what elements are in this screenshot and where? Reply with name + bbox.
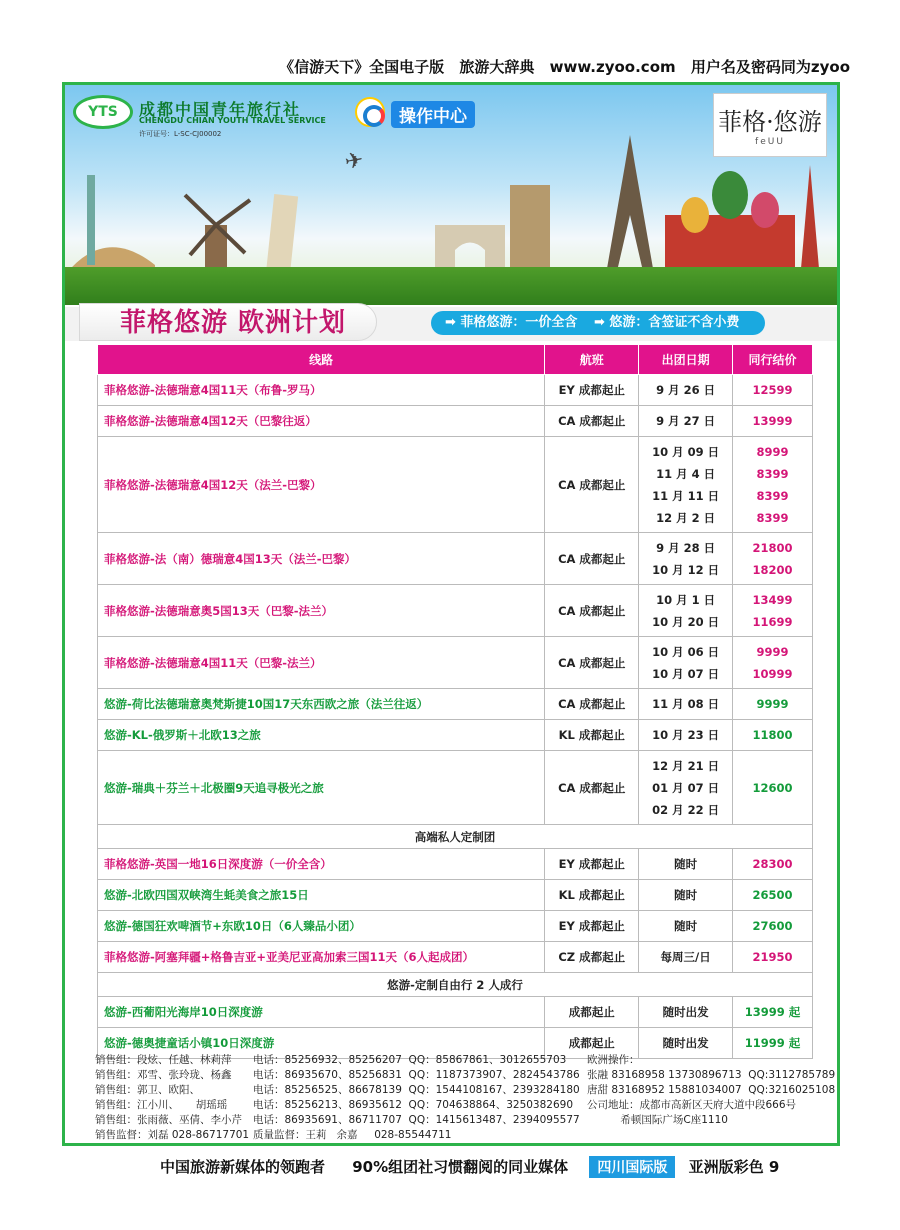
custom-section-heading: [98, 825, 813, 849]
cell-flight: CA 成都起止: [545, 406, 639, 437]
date-value: 9 月 28 日: [656, 540, 716, 555]
price-value: 10999: [752, 666, 793, 681]
price-value: 21950: [752, 950, 793, 964]
table-row: [98, 942, 813, 973]
agency-name-en: CHENGDU CHIAN YOUTH TRAVEL SERVICE: [139, 116, 326, 125]
price-value: 8399: [756, 510, 789, 525]
page-number: 亚洲版彩色 9: [688, 1158, 780, 1176]
sales-line: 销售组：江小川、 胡瑶瑶: [95, 1099, 228, 1111]
europe-line: 希顿国际广场C座1110: [587, 1114, 728, 1126]
phone-line: 质量监督：王莉 余嘉 028-85544711: [253, 1129, 452, 1141]
price-value: 13999: [752, 414, 793, 428]
cell-price: [733, 533, 813, 585]
cell-date: [639, 637, 733, 689]
cell-flight: 成都起止: [545, 997, 639, 1028]
slogan-2: 90%组团社习惯翻阅的同业媒体: [352, 1158, 569, 1176]
price-value: 12599: [752, 383, 793, 397]
page-title: 菲格悠游 欧洲计划: [79, 303, 377, 341]
price-value: 8999: [756, 444, 789, 459]
price-value: 8399: [756, 466, 789, 481]
kremlin-icon: [665, 165, 820, 280]
price-value: 26500: [752, 888, 793, 902]
price-value: 18200: [752, 562, 793, 577]
brand-name: 菲格·悠游: [718, 108, 822, 136]
airplane-icon: ✈: [342, 147, 366, 176]
cell-date: [639, 997, 733, 1028]
date-value: 02 月 22 日: [652, 802, 720, 817]
ops-center-label: 操作中心: [391, 101, 475, 128]
sales-phones: [253, 1053, 593, 1143]
table-row: [98, 849, 813, 880]
route-table: [97, 344, 813, 1059]
date-value: 9 月 26 日: [656, 383, 716, 397]
europe-ops: [587, 1053, 840, 1128]
date-value: 11 月 11 日: [652, 488, 720, 503]
price-value: 28300: [752, 857, 793, 871]
price-value: 11800: [752, 728, 793, 742]
table-row: [98, 751, 813, 825]
cell-flight: EY 成都起止: [545, 849, 639, 880]
sales-groups: [95, 1053, 255, 1143]
price-value: 11999 起: [744, 1036, 801, 1050]
cell-price: [733, 997, 813, 1028]
sales-line: 销售监督：刘磊 028-86717701: [95, 1129, 250, 1141]
cell-date: [639, 375, 733, 406]
cell-date: [639, 911, 733, 942]
cell-price: [733, 406, 813, 437]
tag-visa-included: ➡ 悠游：含签证不含小费: [593, 315, 740, 330]
price-value: 13999 起: [744, 1005, 801, 1019]
cell-price: [733, 942, 813, 973]
price-value: 27600: [752, 919, 793, 933]
cell-date: [639, 406, 733, 437]
free-section-heading: [98, 973, 813, 997]
top-header: [60, 56, 850, 77]
license-number: 许可证号：L-SC-CJ00002: [139, 130, 222, 138]
cell-route: 菲格悠游-英国一地16日深度游（一价全含）: [98, 849, 545, 880]
cell-flight: CZ 成都起止: [545, 942, 639, 973]
cell-price: [733, 437, 813, 533]
price-value: 9999: [756, 644, 789, 659]
date-value: 10 月 07 日: [652, 666, 720, 681]
title-tags: [431, 311, 765, 335]
sales-line: 销售组：邓雪、张玲珑、杨鑫: [95, 1069, 232, 1081]
cell-flight: 成都起止: [545, 1028, 639, 1059]
cell-price: [733, 849, 813, 880]
sales-line: 销售组：张雨薇、巫倩、李小芹: [95, 1114, 242, 1126]
table-row: [98, 406, 813, 437]
cell-date: [639, 585, 733, 637]
cell-flight: CA 成都起止: [545, 533, 639, 585]
cell-flight: KL 成都起止: [545, 880, 639, 911]
cell-route: 菲格悠游-法德瑞意4国12天（法兰-巴黎）: [98, 437, 545, 533]
login-note: 用户名及密码同为zyoo: [690, 58, 850, 76]
dictionary-label: 旅游大辞典: [459, 58, 535, 76]
date-value: 10 月 1 日: [656, 592, 716, 607]
cell-price: [733, 585, 813, 637]
europe-line: 张融 83168958 13730896713 QQ:3112785789: [587, 1069, 836, 1081]
cell-date: [639, 533, 733, 585]
cell-date: [639, 942, 733, 973]
agency-logo-icon: YTS: [73, 95, 133, 129]
price-value: 8399: [756, 488, 789, 503]
cell-date: [639, 751, 733, 825]
agency-name: 成都中国青年旅行社: [139, 100, 302, 119]
date-value: 10 月 06 日: [652, 644, 720, 659]
date-value: 随时: [674, 857, 698, 871]
cell-flight: CA 成都起止: [545, 689, 639, 720]
europe-line: 公司地址：成都市高新区天府大道中段666号: [587, 1099, 797, 1111]
sales-line: 销售组：段炫、任越、林莉萍: [95, 1054, 232, 1066]
edition-badge: 四川国际版: [589, 1156, 675, 1178]
cell-flight: EY 成都起止: [545, 911, 639, 942]
cell-price: [733, 637, 813, 689]
date-value: 12 月 21 日: [652, 758, 720, 773]
publication-name: 《信游天下》全国电子版: [279, 58, 445, 76]
trees-ground: [65, 267, 837, 305]
date-value: 10 月 20 日: [652, 614, 720, 629]
cell-price: [733, 375, 813, 406]
date-value: 10 月 12 日: [652, 562, 720, 577]
cell-route: 悠游-德奥捷童话小镇10日深度游: [98, 1028, 545, 1059]
cell-route: 菲格悠游-法德瑞意4国11天（布鲁-罗马）: [98, 375, 545, 406]
date-value: 9 月 27 日: [656, 414, 716, 428]
col-route: 线路: [98, 345, 545, 375]
phone-line: 电话：86935670、85256831 QQ：1187373907、2824543786: [253, 1069, 580, 1081]
cell-price: [733, 751, 813, 825]
price-value: 9999: [756, 697, 789, 711]
website-link[interactable]: www.zyoo.com: [549, 58, 676, 76]
brand-name-en: feUU: [755, 137, 785, 147]
cell-route: 菲格悠游-法（南）德瑞意4国13天（法兰-巴黎）: [98, 533, 545, 585]
date-value: 12 月 2 日: [656, 510, 716, 525]
cell-date: [639, 437, 733, 533]
cell-flight: EY 成都起止: [545, 375, 639, 406]
cell-route: 菲格悠游-法德瑞意奥5国13天（巴黎-法兰）: [98, 585, 545, 637]
date-value: 10 月 09 日: [652, 444, 720, 459]
date-value: 随时出发: [662, 1036, 709, 1050]
cell-price: [733, 689, 813, 720]
table-row: [98, 375, 813, 406]
westminster-icon: [510, 185, 550, 280]
tag-all-inclusive: ➡ 菲格悠游：一价全含: [445, 315, 578, 330]
date-value: 随时: [674, 919, 698, 933]
date-value: 11 月 08 日: [652, 697, 720, 711]
cell-flight: CA 成都起止: [545, 637, 639, 689]
cell-route: 悠游-荷比法德瑞意奥梵斯捷10国17天东西欧之旅（法兰往返）: [98, 689, 545, 720]
phone-line: 电话：85256525、86678139 QQ：1544108167、2393284180: [253, 1084, 580, 1096]
cell-route: 菲格悠游-法德瑞意4国11天（巴黎-法兰）: [98, 637, 545, 689]
bottom-bar: [160, 1156, 860, 1178]
col-flight: 航班: [545, 345, 639, 375]
cell-route: 悠游-KL-俄罗斯＋北欧13之旅: [98, 720, 545, 751]
cell-route: 悠游-西葡阳光海岸10日深度游: [98, 997, 545, 1028]
cell-route: 悠游-德国狂欢啤酒节+东欧10日（6人臻品小团）: [98, 911, 545, 942]
phone-line: 电话：85256932、85256207 QQ：85867861、3012655703: [253, 1054, 567, 1066]
sales-line: 销售组：郭卫、欧阳、: [95, 1084, 200, 1096]
phone-line: 电话：85256213、86935612 QQ：704638864、3250382690: [253, 1099, 574, 1111]
cell-flight: KL 成都起止: [545, 720, 639, 751]
cell-route: 菲格悠游-阿塞拜疆+格鲁吉亚+亚美尼亚高加索三国11天（6人起成团）: [98, 942, 545, 973]
free-section-heading-label: 悠游-定制自由行 2 人成行: [98, 973, 813, 997]
pisa-tower-icon: [266, 194, 298, 276]
custom-section-heading-label: 高端私人定制团: [98, 825, 813, 849]
date-value: 11 月 4 日: [656, 466, 716, 481]
table-row: [98, 720, 813, 751]
price-value: 12600: [752, 780, 793, 795]
table-row: [98, 533, 813, 585]
table-row: [98, 637, 813, 689]
date-value: 随时: [674, 888, 698, 902]
cell-date: [639, 689, 733, 720]
cell-date: [639, 849, 733, 880]
cell-price: [733, 720, 813, 751]
europe-line: 唐甜 83168952 15881034007 QQ:3216025108: [587, 1084, 836, 1096]
cell-price: [733, 880, 813, 911]
cell-price: [733, 911, 813, 942]
phone-line: 电话：86935691、86711707 QQ：1415613487、2394095577: [253, 1114, 580, 1126]
col-price: 同行结价: [733, 345, 813, 375]
price-value: 21800: [752, 540, 793, 555]
eiffel-tower-icon: [605, 135, 655, 280]
table-row: [98, 997, 813, 1028]
cell-route: 菲格悠游-法德瑞意4国12天（巴黎往返）: [98, 406, 545, 437]
europe-line: 欧洲操作：: [587, 1054, 640, 1066]
cell-date: [639, 880, 733, 911]
table-row: [98, 911, 813, 942]
col-date: 出团日期: [639, 345, 733, 375]
cell-route: 悠游-瑞典＋芬兰＋北极圈9天追寻极光之旅: [98, 751, 545, 825]
price-value: 11699: [752, 614, 793, 629]
date-value: 每周三/日: [660, 950, 711, 964]
table-row: [98, 880, 813, 911]
page-frame: [62, 82, 840, 1146]
cell-flight: CA 成都起止: [545, 437, 639, 533]
cell-flight: CA 成都起止: [545, 585, 639, 637]
cell-flight: CA 成都起止: [545, 751, 639, 825]
date-value: 10 月 23 日: [652, 728, 720, 742]
date-value: 随时出发: [662, 1005, 709, 1019]
cell-route: 悠游-北欧四国双峡湾生蚝美食之旅15日: [98, 880, 545, 911]
date-value: 01 月 07 日: [652, 780, 720, 795]
liberty-statue-icon: [87, 175, 95, 265]
table-row: [98, 437, 813, 533]
slogan-1: 中国旅游新媒体的领跑者: [160, 1158, 326, 1176]
table-row: [98, 585, 813, 637]
table-row: [98, 689, 813, 720]
hero-banner: [65, 85, 837, 305]
cell-date: [639, 720, 733, 751]
price-value: 13499: [752, 592, 793, 607]
